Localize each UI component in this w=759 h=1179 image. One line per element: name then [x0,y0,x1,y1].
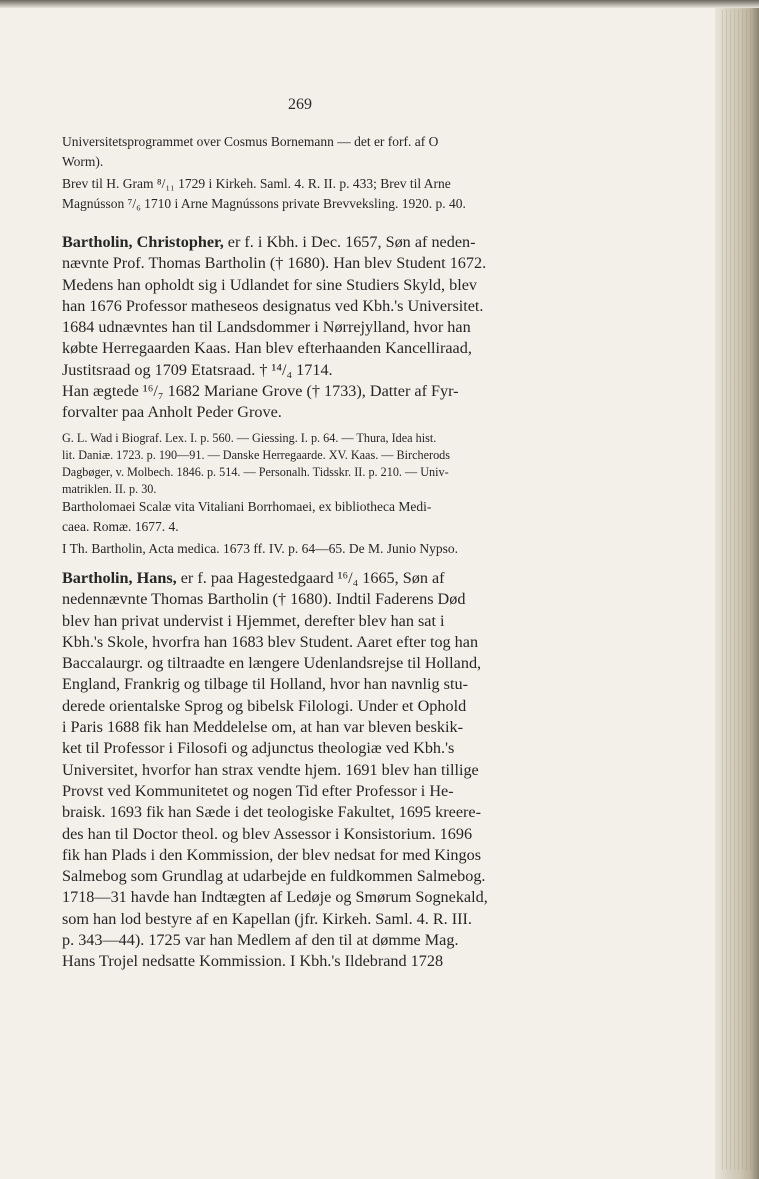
text-line: nævnte Prof. Thomas Bartholin († 1680). Han blev Student 1672. [62,254,487,273]
text-line: nedennævnte Thomas Bartholin († 1680). Indtil Faderens Død [62,590,466,609]
top-shadow [0,0,759,8]
text-line: er f. paa Hagestedgaard ¹⁶/₄ 1665, Søn af [180,569,445,587]
text-line: Salmebog som Grundlag at udarbejde en fuldkommen Salmebog. [62,867,486,886]
entry-first-line [62,568,562,589]
text-line: fik han Plads i den Kommission, der blev nedsat for med Kingos [62,845,482,864]
work-line: I Th. Bartholin, Acta medica. 1673 ff. IV. p. 64—65. De M. Junio Nypso. [62,541,458,556]
text-line: Magnússon ⁷/₆ 1710 i Arne Magnússons private Brevveksling. 1920. p. 40. [62,196,466,211]
text-line: Han ægtede ¹⁶/₇ 1682 Mariane Grove († 1733), Datter af Fyr- [62,382,459,401]
works-christopher [62,497,562,559]
text-line: derede orientalske Sprog og bibelsk Filologi. Under et Ophold [62,696,467,715]
references-christopher [62,430,562,498]
text-line: Hans Trojel nedsatte Kommission. I Kbh.'s Ildebrand 1728 [62,952,444,971]
text-line: Medens han opholdt sig i Udlandet for sine Studiers Skyld, blev [62,275,477,294]
text-line: 1718—31 havde han Indtægten af Ledøje og Smørum Sognekald, [62,888,488,907]
text-line: 1684 udnævntes han til Landsdommer i Nørrejylland, hvor han [62,318,471,337]
text-line: blev han privat undervist i Hjemmet, derefter blev han sat i [62,611,445,630]
entry-heading: Bartholin, Hans, [62,569,177,587]
text-line: England, Frankrig og tilbage til Holland, hvor han navnlig stu- [62,675,468,694]
work-line: Bartholomaei Scalæ vita Vitaliani Borrhomaei, ex bibliotheca Medi- [62,499,432,514]
text-line: Justitsraad og 1709 Etatsraad. † ¹⁴/₄ 1714. [62,360,333,379]
reference-line: matriklen. II. p. 30. [62,482,157,496]
reference-line: G. L. Wad i Biograf. Lex. I. p. 560. — Giessing. I. p. 64. — Thura, Idea hist. [62,431,437,445]
text-line: som han lod bestyre af en Kapellan (jfr. Kirkeh. Saml. 4. R. III. [62,909,472,928]
reference-line: Dagbøger, v. Molbech. 1846. p. 514. — Personalh. Tidsskr. II. p. 210. — Univ- [62,465,449,479]
text-line: p. 343—44). 1725 var han Medlem af den til at dømme Mag. [62,931,459,950]
entry-hans [62,568,562,973]
text-line: Kbh.'s Skole, hvorfra han 1683 blev Student. Aaret efter tog han [62,632,479,651]
text-line: Universitetsprogrammet over Cosmus Bornemann — det er forf. af O [62,134,439,149]
text-line: braisk. 1693 fik han Sæde i det teologiske Fakultet, 1695 kreere- [62,803,481,822]
text-line: han 1676 Professor matheseos designatus ved Kbh.'s Universitet. [62,296,484,315]
text-line: i Paris 1688 fik han Meddelelse om, at han var bleven beskik- [62,718,463,737]
text-line: Universitet, hvorfor han strax vendte hjem. 1691 blev han tillige [62,760,479,779]
text-line: Provst ved Kommunitetet og nogen Tid efter Professor i He- [62,781,454,800]
text-line: er f. i Kbh. i Dec. 1657, Søn af neden- [227,233,476,251]
intro-block [62,132,562,214]
text-line: forvalter paa Anholt Peder Grove. [62,403,282,422]
entry-heading: Bartholin, Christopher, [62,233,224,251]
text-line: købte Herregaarden Kaas. Han blev efterhaanden Kancelliraad, [62,339,472,358]
text-line: des han til Doctor theol. og blev Assessor i Konsistorium. 1696 [62,824,473,843]
text-line: ket til Professor i Filosofi og adjunctus theologiæ ved Kbh.'s [62,739,455,758]
work-line: caea. Romæ. 1677. 4. [62,519,179,534]
page-number: 269 [288,96,312,113]
entry-first-line [62,232,562,253]
reference-line: lit. Daniæ. 1723. p. 190—91. — Danske Herregaarde. XV. Kaas. — Bircherods [62,448,450,462]
page-edge-lines [722,10,752,1170]
text-line: Brev til H. Gram ⁸/₁₁ 1729 i Kirkeh. Saml. 4. R. II. p. 433; Brev til Arne [62,176,451,191]
text-line: Worm). [62,154,104,169]
entry-christopher [62,232,562,424]
text-line: Baccalaurgr. og tiltraadte en længere Udenlandsrejse til Holland, [62,654,482,673]
